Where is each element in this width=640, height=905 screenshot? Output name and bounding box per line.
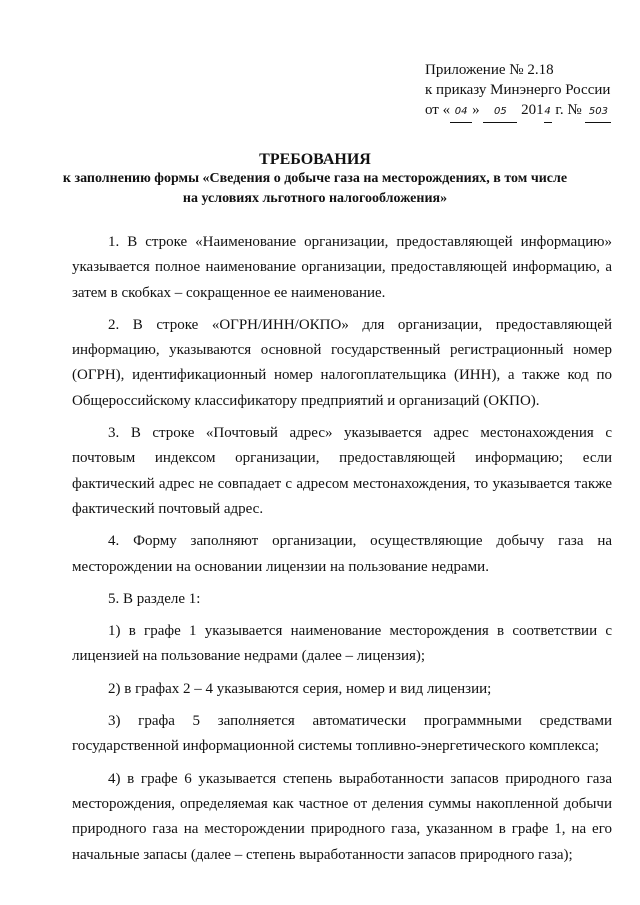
handwritten-day: 04 [450, 102, 472, 123]
handwritten-order-number: 503 [585, 102, 611, 123]
paragraph-4: 4. Форму заполняют организации, осуществляющие добычу газа на месторождении на основании лицензии на пользование недрами. [72, 533, 612, 575]
paragraph-2: 2. В строке «ОГРН/ИНН/ОКПО» для организации, предоставляющей информацию, указываются основной государственный регистрационный номер (ОГРН), идентификационный номер налогоплательщика (ИНН), а также код по Общероссийскому классификатору предприятий и организаций (ОКПО). [72, 316, 612, 409]
document-title: ТРЕБОВАНИЯ [259, 151, 371, 168]
order-reference: к приказу Минэнерго России [425, 82, 611, 98]
paragraph-5-3: 3) графа 5 заполняется автоматически программными средствами государственной информационной системы топливно-энергетического комплекса; [72, 713, 612, 755]
order-date-line [425, 100, 625, 123]
requirements-body [72, 230, 612, 875]
handwritten-month: 05 [483, 102, 517, 123]
appendix-label: Приложение № 2.18 [425, 62, 554, 78]
paragraph-5-1: 1) в графе 1 указывается наименование месторождения в соответствии с лицензией на пользование недрами (далее – лицензия); [72, 623, 612, 665]
handwritten-year-digit: 4 [544, 102, 552, 123]
paragraph-3: 3. В строке «Почтовый адрес» указывается адрес местонахождения с почтовым индексом организации, предоставляющей информацию; если фактический адрес не совпадает с адресом местонахождения, то указывается также фактический почтовый адрес. [72, 425, 612, 517]
document-subtitle: к заполнению формы «Сведения о добыче газа на месторождениях, в том числе на условиях льготного налогообложения» [62, 171, 568, 206]
paragraph-5: 5. В разделе 1: [108, 590, 201, 607]
date-mid: » [472, 102, 484, 118]
paragraph-5-2: 2) в графах 2 – 4 указываются серия, номер и вид лицензии; [108, 680, 492, 697]
year-prefix: 201 [517, 102, 544, 118]
date-prefix: от « [425, 102, 451, 118]
paragraph-5-4: 4) в графе 6 указывается степень выработанности запасов природного газа месторождения, определяемая как частное от деления суммы накопленной добычи природного газа на месторождении природного газа, указанном в графе 1, на его начальные запасы (далее – степень выработанности запасов природного газа); [72, 770, 612, 863]
paragraph-1: 1. В строке «Наименование организации, предоставляющей информацию» указывается полное наименование организации, предоставляющей информацию, а затем в скобках – сокращенное ее наименование. [72, 234, 612, 301]
appendix-block [425, 60, 625, 123]
year-suffix: г. № [551, 102, 586, 118]
